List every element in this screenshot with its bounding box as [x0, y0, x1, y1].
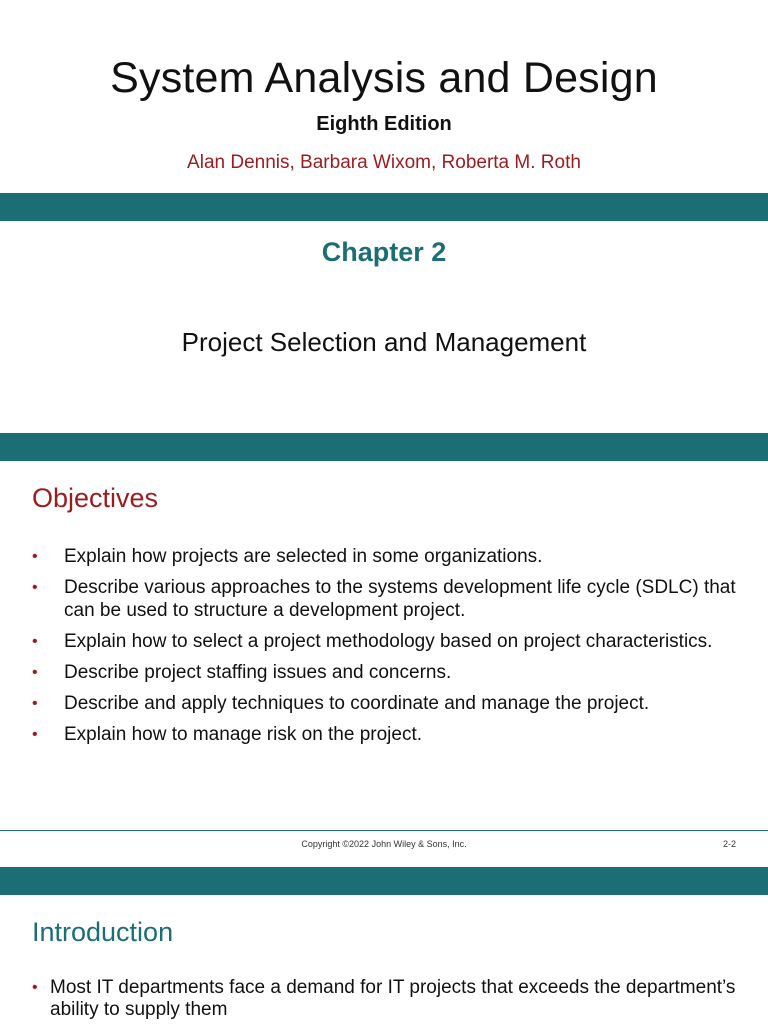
introduction-heading: Introduction — [32, 917, 174, 947]
list-item-text: Explain how projects are selected in some organizations. — [64, 546, 543, 567]
footer-divider — [0, 830, 768, 831]
copyright-notice: Copyright ©2022 John Wiley & Sons, Inc. — [301, 839, 467, 849]
list-item — [30, 977, 750, 1021]
bullet-icon: • — [32, 695, 38, 712]
book-title: System Analysis and Design — [110, 54, 658, 102]
objectives-slide — [0, 461, 768, 867]
list-item — [30, 630, 750, 653]
page-number: 2-2 — [722, 839, 736, 849]
slide-divider-band — [0, 193, 768, 221]
list-item-text: Describe project staffing issues and concerns. — [64, 662, 452, 683]
bullet-icon: • — [32, 664, 38, 681]
bullet-icon: • — [32, 726, 38, 743]
list-item-text: Describe various approaches to the systems development life cycle (SDLC) that can be used to structure a development project. — [64, 577, 736, 621]
bullet-icon: • — [32, 633, 38, 650]
introduction-slide — [0, 895, 768, 1024]
list-item-text: Explain how to select a project methodology based on project characteristics. — [64, 631, 713, 652]
list-item-text: Explain how to manage risk on the project. — [64, 724, 423, 745]
authors-line: Alan Dennis, Barbara Wixom, Roberta M. Roth — [187, 152, 581, 173]
list-item — [30, 545, 750, 568]
list-item-text: Describe and apply techniques to coordinate and manage the project. — [64, 693, 650, 714]
edition-label: Eighth Edition — [316, 113, 452, 135]
chapter-subtitle: Project Selection and Management — [181, 327, 587, 357]
list-item — [30, 692, 750, 715]
chapter-heading: Chapter 2 — [321, 237, 447, 267]
slide-divider-band — [0, 867, 768, 895]
list-item — [30, 723, 750, 746]
list-item — [30, 661, 750, 684]
introduction-list — [30, 977, 750, 1021]
bullet-icon: • — [32, 579, 38, 596]
list-item — [30, 576, 750, 622]
chapter-slide — [0, 221, 768, 433]
objectives-list — [30, 545, 750, 754]
bullet-icon: • — [32, 979, 38, 996]
objectives-heading: Objectives — [32, 483, 159, 513]
list-item-text: Most IT departments face a demand for IT projects that exceeds the department’s ability to supply them — [50, 977, 736, 1020]
slide-divider-band — [0, 433, 768, 461]
bullet-icon: • — [32, 548, 38, 565]
title-slide — [0, 0, 768, 193]
